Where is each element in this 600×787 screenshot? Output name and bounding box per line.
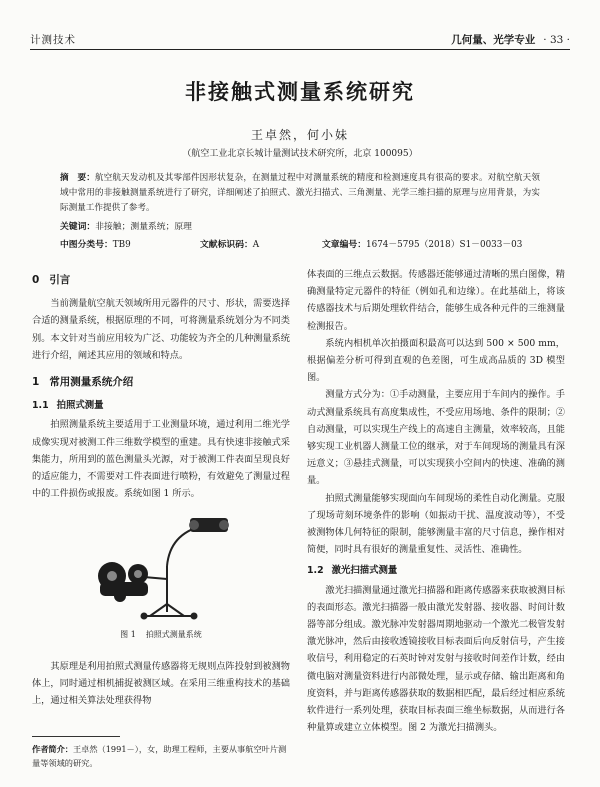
figure-1: [32, 504, 290, 624]
photogrammetry-paragraph-1: 拍照测量系统主要适用于工业测量环境，通过利用二维光学成像实现对被测工件三维数学模型的重建。具有快速非接触式采集能力，所用到的蓝色测量头光源，对于被测工件表面呈现良好的适应能力，不需要对工件表面进行喷粉，有效避免了测量过程中的工件损伤或报废。系统如图 1 所示。: [32, 419, 290, 500]
abstract-label: 摘 要：: [60, 173, 95, 183]
photogrammetry-system-illustration: [72, 504, 252, 624]
section-1-1-heading: 1.1 拍照式测量: [32, 400, 104, 412]
camera-area-paragraph: 系统内相机单次拍摄面积最高可以达到 500 × 500 mm，根据偏差分析可得到直观的色差图，可生成高品质的 3D 模型图。: [307, 337, 565, 384]
keywords-text: 非接触；测量系统；原理: [95, 222, 192, 232]
photogrammetry-summary-paragraph: 拍照式测量能够实现面向车间现场的柔性自动化测量。克服了现场苛刻环境条件的影响（如振动干扰、温度波动等），不受被测物体几何特征的限制，能够测量丰富的尺寸信息，操作相对简便，同时具有很好的测量重复性、灵活性、准确性。: [307, 492, 565, 556]
keywords-label: 关键词：: [60, 222, 96, 232]
figure-1-caption: 图 1 拍照式测量系统: [120, 630, 202, 640]
intro-paragraph: 当前测量航空航天领域所用元器件的尺寸、形状，需要选择合适的测量系统，根据原理的不同，可将测量系统划分为不同类别。本文针对当前应用较为广泛、功能较为齐全的几种测量系统进行介绍，阐述其应用的领域和特点。: [32, 298, 290, 361]
author-footnote: [32, 742, 290, 770]
photogrammetry-paragraph-2: 其原理是利用拍照式测量传感器将无规则点阵投射到被测物体上，同时通过相机捕捉被测区域。在采用三维重构技术的基础上，通过相关算法处理获得物: [32, 660, 290, 707]
running-header-right: [451, 32, 570, 47]
document-code: 文献标识码：A: [200, 240, 260, 250]
measurement-modes-paragraph: 测量方式分为：①手动测量，主要应用于车间内的操作。手动式测量系统具有高度集成性，不受应用场地、条件的限制；②自动测量，可以实现生产线上的高速自主测量，效率较高，且能够实现工业机器人测量工位的继承，对于车间现场的测量具有深远意义；③悬挂式测量，可以实现狭小空间内的快速、准确的测量。: [307, 389, 565, 487]
affiliation: （航空工业北京长城计量测试技术研究所，北京 100095）: [182, 149, 418, 159]
left-column: [32, 266, 290, 709]
section-1-2-heading: 1.2 激光扫描式测量: [307, 565, 398, 577]
article-title: 非接触式测量系统研究: [185, 80, 415, 104]
abstract-text: 航空航天发动机及其零部件因形状复杂，在测量过程中对测量系统的精度和检测速度具有很高的要求。对航空航天领域中常用的非接触测量系统进行了研究，详细阐述了拍照式、激光扫描式、三角测量、光学三维扫描的原理与应用背景，为实际测量工作提供了参考。: [60, 173, 540, 213]
header-rule: [30, 49, 570, 50]
footnote-rule: [32, 736, 120, 737]
running-header-left: 计测技术: [30, 34, 76, 46]
section-1-heading: 1 常用测量系统介绍: [32, 376, 134, 389]
photogrammetry-paragraph-continued: 体表面的三维点云数据。传感器还能够通过清晰的黑白图像，精确测量特定元器件的特征（例如孔和边缘）。在此基础上，将该传感器技术与后期处理软件结合，能够生成各种元件的三维测量检测报告。: [307, 269, 565, 332]
clc-code: 中图分类号：TB9: [60, 240, 131, 250]
abstract: [60, 171, 540, 216]
laser-scanning-paragraph: 激光扫描测量通过激光扫描器和距离传感器来获取被测目标的表面形态。激光扫描器一般由激光发射器、接收器、时间计数器等部分组成。激光脉冲发射器周期地驱动一个激光二极管发射激光脉冲，然后由接收透镜接收目标表面后向反射信号，产生接收信号，利用稳定的石英时钟对发射与接收时间差作计数，经由微电脑对测量资料进行内部微处理，显示或存储、输出距离和角度资料，并与距离传感器获取的数据相匹配，最后经过相应系统软件进行一系列处理，获取目标表面三维坐标数据，从而进行各种量算或建立立体模型。图 2 为激光扫描测头。: [307, 584, 565, 734]
page-number: · 33 ·: [543, 34, 570, 46]
section-0-heading: 0 引言: [32, 274, 71, 286]
article-id: 文章编号：1674－5795（2018）S1－0033－03: [322, 240, 523, 250]
footnote-text: 王卓然（1991－），女，助理工程师，主要从事航空叶片测量等领域的研究。: [32, 744, 287, 768]
right-column: [307, 266, 565, 736]
issue-label: 几何量、光学专业: [451, 34, 536, 46]
footnote-label: 作者简介：: [32, 744, 73, 754]
keywords: [60, 219, 540, 232]
authors: 王卓然，何小妹: [250, 128, 349, 142]
